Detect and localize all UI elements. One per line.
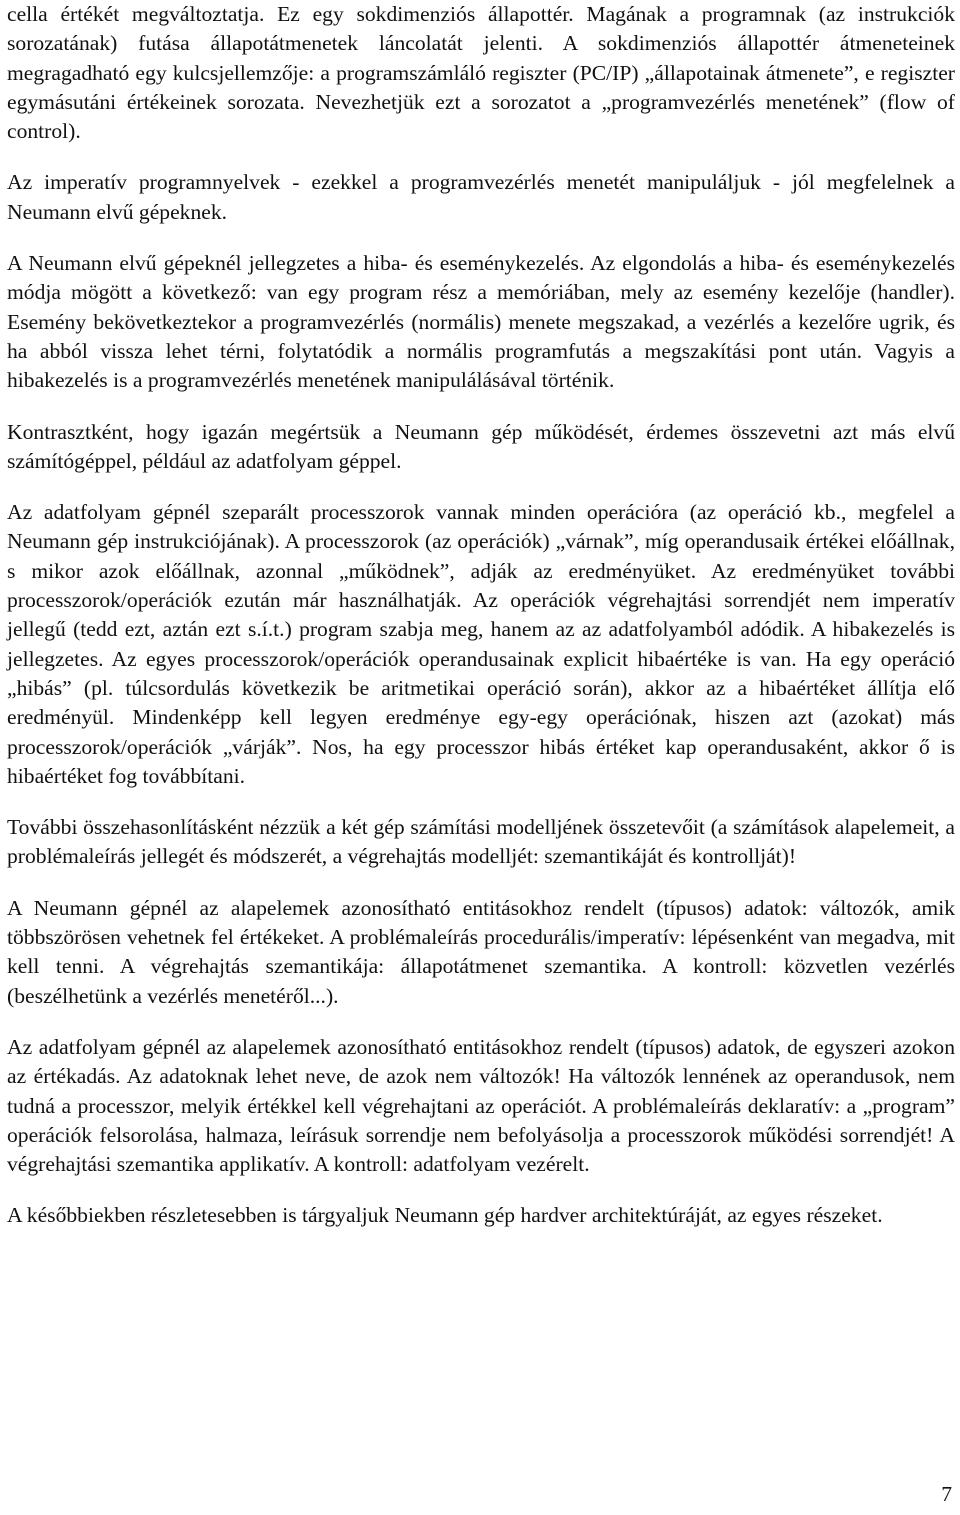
- paragraph-3: A Neumann elvű gépeknél jellegzetes a hiba- és eseménykezelés. Az elgondolás a hiba- és eseménykezelés módja mögött a következő: van egy program rész a memóriában, mely az esemény kezelője (handler). Esemény bekövetkeztekor a programvezérlés (normális) menete megszakad, a vezérlés a kezelőre ugrik, és ha abból vissza lehet térni, folytatódik a normális programfutás a megszakítási pont után. Vagyis a hibakezelés is a programvezérlés menetének manipulálásával történik.: [7, 251, 955, 393]
- paragraph-9: A későbbiekben részletesebben is tárgyaljuk Neumann gép hardver architektúráját, az egyes részeket.: [7, 1203, 883, 1228]
- paragraph-2: Az imperatív programnyelvek - ezekkel a programvezérlés menetét manipuláljuk - jól megfelelnek a Neumann elvű gépeknek.: [7, 170, 955, 224]
- paragraph-1: cella értékét megváltoztatja. Ez egy sokdimenziós állapottér. Magának a programnak (az instrukciók sorozatának) futása állapotátmenetek láncolatát jelenti. A sokdimenziós állapottér átmeneteinek megragadható egy kulcsjellemzője: a programszámláló regiszter (PC/IP) „állapotainak átmenete”, e regiszter egymásutáni értékeinek sorozata. Nevezhetjük ezt a sorozatot a „programvezérlés menetének” (flow of control).: [7, 2, 955, 144]
- document-page: [7, 0, 955, 1231]
- paragraph-8: Az adatfolyam gépnél az alapelemek azonosítható entitásokhoz rendelt (típusos) adatok, de egyszeri azokon az értékadás. Az adatoknak lehet neve, de azok nem változók! Ha változók lennének az operandusok, nem tudná a processzor, melyik értékkel kell végrehajtani az operációt. A problémaleírás deklaratív: a „program” operációk felsorolása, halmaza, leírásuk sorrendje nem befolyásolja a processzorok működési sorrendjét! A végrehajtási szemantika applikatív. A kontroll: adatfolyam vezérelt.: [7, 1034, 955, 1177]
- paragraph-4: Kontrasztként, hogy igazán megértsük a Neumann gép működését, érdemes összevetni azt más elvű számítógéppel, például az adatfolyam géppel.: [7, 419, 955, 473]
- paragraph-7: A Neumann gépnél az alapelemek azonosítható entitásokhoz rendelt (típusos) adatok: változók, amik többszörösen vehetnek fel értékeket. A problémaleírás procedurális/imperatív: lépésenként van megadva, mit kell tenni. A végrehajtás szemantikája: állapotátmenet szemantika. A kontroll: közvetlen vezérlés (beszélhetünk a vezérlés menetéről...).: [7, 895, 955, 1008]
- paragraph-6: További összehasonlításként nézzük a két gép számítási modelljének összetevőit (a számítások alapelemeit, a problémaleírás jellegét és módszerét, a végrehajtás modelljét: szemantikáját és kontrollját)!: [7, 815, 955, 869]
- page-number: 7: [941, 1482, 952, 1506]
- paragraph-5: Az adatfolyam gépnél szeparált processzorok vannak minden operációra (az operáció kb., megfelel a Neumann gép instrukciójának). A processzorok (az operációk) „várnak”, míg operandusaik értékei előállnak, s mikor azok előállnak, azonnal „működnek”, adják az eredményüket. Az eredményüket további processzorok/operációk ezután már használhatják. Az operációk végrehajtási sorrendjét nem imperatív jellegű (tedd ezt, aztán ezt s.í.t.) program szabja meg, hanem az az adatfolyamból adódik. A hibakezelés is jellegzetes. Az egyes processzorok/operációk operandusainak explicit hibaértéke is van. Ha egy operáció „hibás” (pl. túlcsordulás következik be aritmetikai operáció során), akkor az a hibaértéket állítja elő eredményül. Mindenképp kell legyen eredménye egy-egy operációnak, hiszen azt (azokat) más processzorok/operációk „várják”. Nos, ha egy processzor hibás értéket kap operandusaként, akkor ő is hibaértéket fog továbbítani.: [7, 500, 955, 788]
